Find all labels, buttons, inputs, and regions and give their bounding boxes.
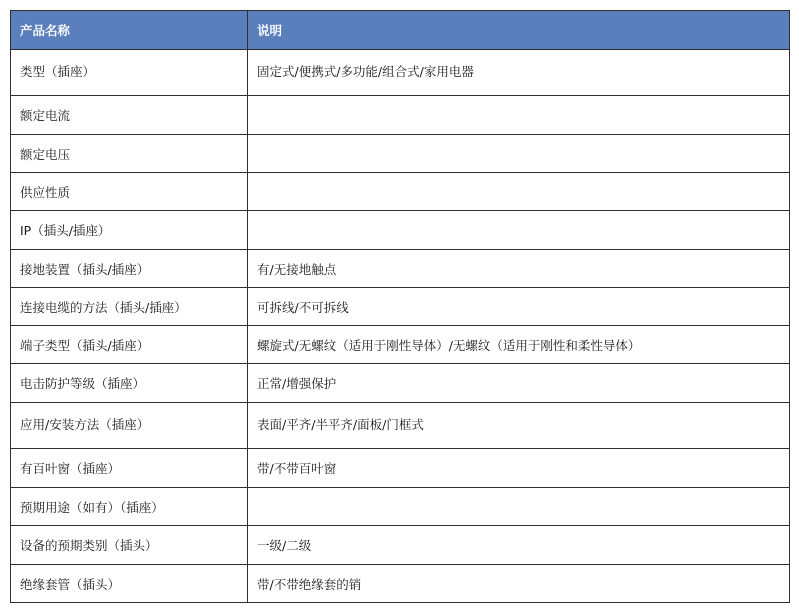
header-product-name: 产品名称: [11, 11, 248, 50]
row-description: [248, 488, 790, 526]
row-name: 供应性质: [11, 173, 248, 211]
row-description: 正常/增强保护: [248, 364, 790, 403]
product-spec-table: [10, 10, 790, 603]
row-name: 有百叶窗（插座）: [11, 449, 248, 488]
row-name: 额定电流: [11, 96, 248, 135]
row-description: 一级/二级: [248, 526, 790, 565]
row-description: 有/无接地触点: [248, 250, 790, 288]
row-name: 额定电压: [11, 135, 248, 173]
row-description: [248, 135, 790, 173]
header-description: 说明: [248, 11, 790, 50]
table-row: [11, 364, 790, 403]
table-row: [11, 173, 790, 211]
table-row: [11, 403, 790, 449]
row-description: 可拆线/不可拆线: [248, 288, 790, 326]
table-row: [11, 135, 790, 173]
row-name: 应用/安装方法（插座）: [11, 403, 248, 449]
row-description: 螺旋式/无螺纹（适用于刚性导体）/无螺纹（适用于刚性和柔性导体）: [248, 326, 790, 364]
row-name: 电击防护等级（插座）: [11, 364, 248, 403]
row-name: 类型（插座）: [11, 50, 248, 96]
table-row: [11, 211, 790, 250]
row-description: [248, 173, 790, 211]
table-row: [11, 50, 790, 96]
table-row: [11, 488, 790, 526]
row-name: 连接电缆的方法（插头/插座）: [11, 288, 248, 326]
row-description: 固定式/便携式/多功能/组合式/家用电器: [248, 50, 790, 96]
row-name: 绝缘套管（插头）: [11, 565, 248, 603]
table-row: [11, 449, 790, 488]
table-row: [11, 288, 790, 326]
row-description: [248, 211, 790, 250]
row-name: 端子类型（插头/插座）: [11, 326, 248, 364]
row-name: 接地装置（插头/插座）: [11, 250, 248, 288]
table-row: [11, 96, 790, 135]
table-row: [11, 326, 790, 364]
table-row: [11, 526, 790, 565]
row-description: 带/不带百叶窗: [248, 449, 790, 488]
table-header-row: [11, 11, 790, 50]
table-row: [11, 565, 790, 603]
row-name: 预期用途（如有）（插座）: [11, 488, 248, 526]
row-name: 设备的预期类别（插头）: [11, 526, 248, 565]
row-description: 表面/平齐/半平齐/面板/门框式: [248, 403, 790, 449]
row-description: 带/不带绝缘套的销: [248, 565, 790, 603]
row-description: [248, 96, 790, 135]
row-name: IP（插头/插座）: [11, 211, 248, 250]
table-row: [11, 250, 790, 288]
